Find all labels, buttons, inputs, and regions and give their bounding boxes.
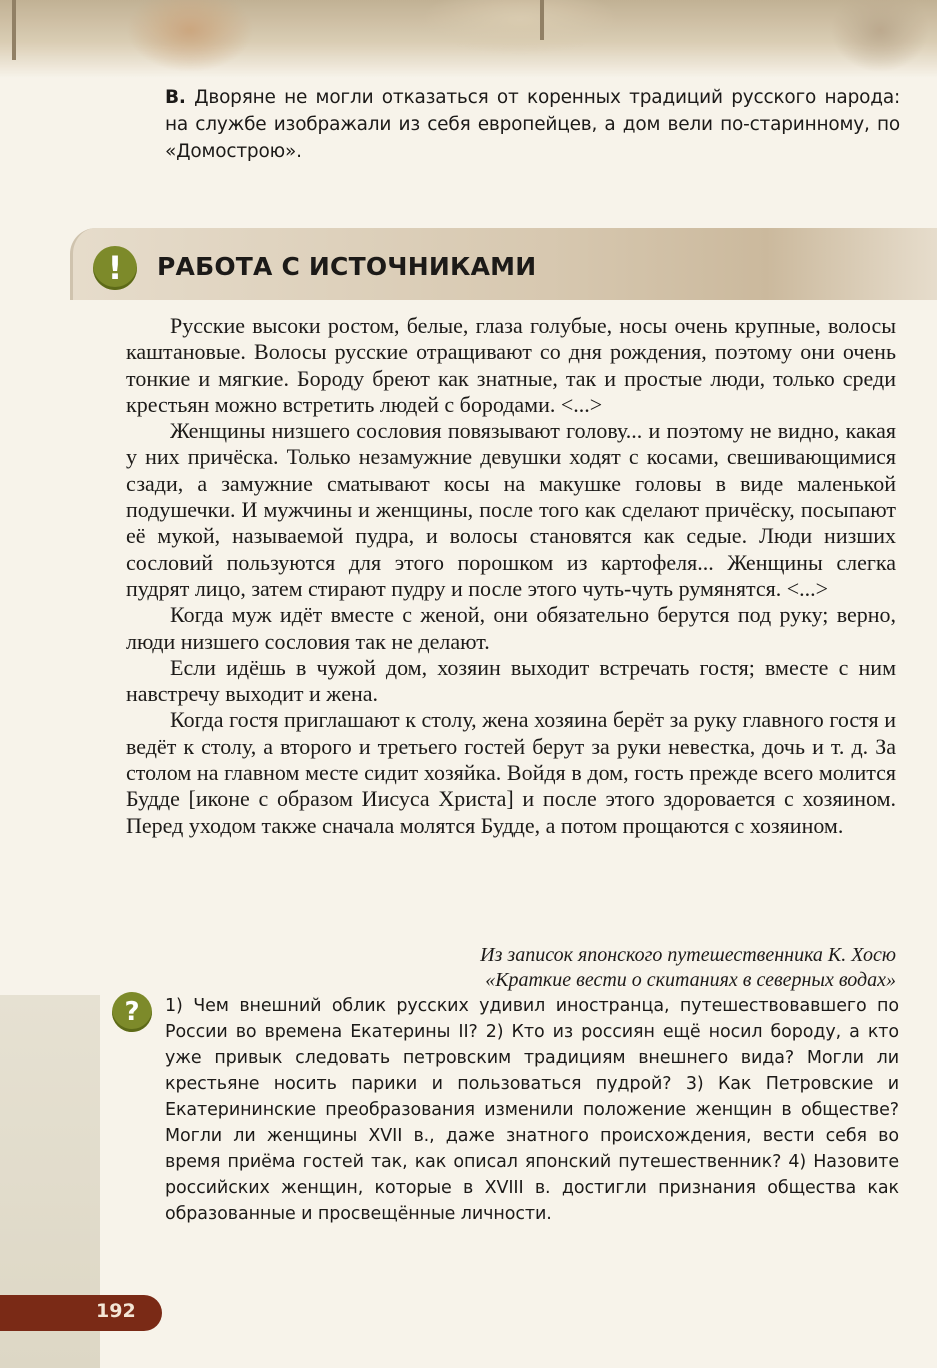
attribution-author: Из записок японского путешественника К. Хосю (480, 944, 896, 966)
page-number-tab (0, 1295, 162, 1331)
section-title: РАБОТА С ИСТОЧНИКАМИ (157, 252, 537, 281)
source-attribution (300, 943, 896, 993)
questions-text: 1) Чем внешний облик русских удивил иностранца, путешествовавшего по России во времена Екатерины II? 2) Кто из россиян ещё носил бороду, а кто уже привык следовать петровским традициям внешнего вида? Могли ли крестьяне носить парики и пользоваться пудрой? 3) Как Петровские и Екатерининские преобразования изменили положение женщин в обществе? Могли ли женщины XVII в., даже знатного происхождения, вести себя во время приёма гостей так, как описал японский путешественник? 4) Назовите российских женщин, которые в XVIII в. достигли признания общества как образованные и просвещённые личности. (165, 996, 899, 1224)
source-text (126, 313, 896, 839)
question-icon: ? (112, 992, 152, 1032)
top-paragraph (165, 84, 900, 165)
source-paragraph: Когда муж идёт вместе с женой, они обязательно берутся под руку; верно, люди низшего сословия так не делают. (126, 602, 896, 654)
page-number: 192 (96, 1300, 136, 1322)
paragraph-text: Дворяне не могли отказаться от коренных традиций русского народа: на службе изображали из себя европейцев, а дом вели по-старинному, по «Домострою». (165, 87, 900, 162)
source-paragraph: Женщины низшего сословия повязывают голову... и поэтому не видно, какая у них причёска. Только незамужние девушки ходят с косами, свешивающимися сзади, а замужние сматывают косы на макушке головы в виде маленькой подушечки. И мужчины и женщины, после того как сделают причёску, посыпают её мукой, называемой пудра, и волосы становятся как седые. Люди низших сословий пользуются для этого порошком из картофеля... Женщины слегка пудрят лицо, затем стирают пудру и после этого чуть-чуть румянятся. <...> (126, 418, 896, 601)
exclamation-icon: ! (93, 246, 137, 290)
spire-decoration (540, 0, 544, 40)
spire-decoration (12, 0, 16, 60)
paragraph-label: В. (165, 87, 186, 108)
source-paragraph: Русские высоки ростом, белые, глаза голубые, носы очень крупные, волосы каштановые. Волосы русские отращивают со дня рождения, поэтому они очень тонкие и мягкие. Бороду бреют как знатные, так и простые люди, только среди крестьян можно встретить людей с бородами. <...> (126, 313, 896, 417)
source-paragraph: Когда гостя приглашают к столу, жена хозяина берёт за руку главного гостя и ведёт к столу, а второго и третьего гостей берут за руки невестка, дочь и т. д. За столом на главном месте сидит хозяйка. Войдя в дом, гость прежде всего молится Будде [иконе с образом Иисуса Христа] и после этого здоровается с хозяином. Перед уходом также сначала молятся Будде, а потом прощаются с хозяином. (126, 707, 896, 838)
top-decorative-banner (0, 0, 937, 78)
attribution-title: «Краткие вести о скитаниях в северных водах» (485, 969, 896, 991)
source-paragraph: Если идёшь в чужой дом, хозяин выходит встречать гостя; вместе с ним навстречу выходит и жена. (126, 654, 896, 707)
